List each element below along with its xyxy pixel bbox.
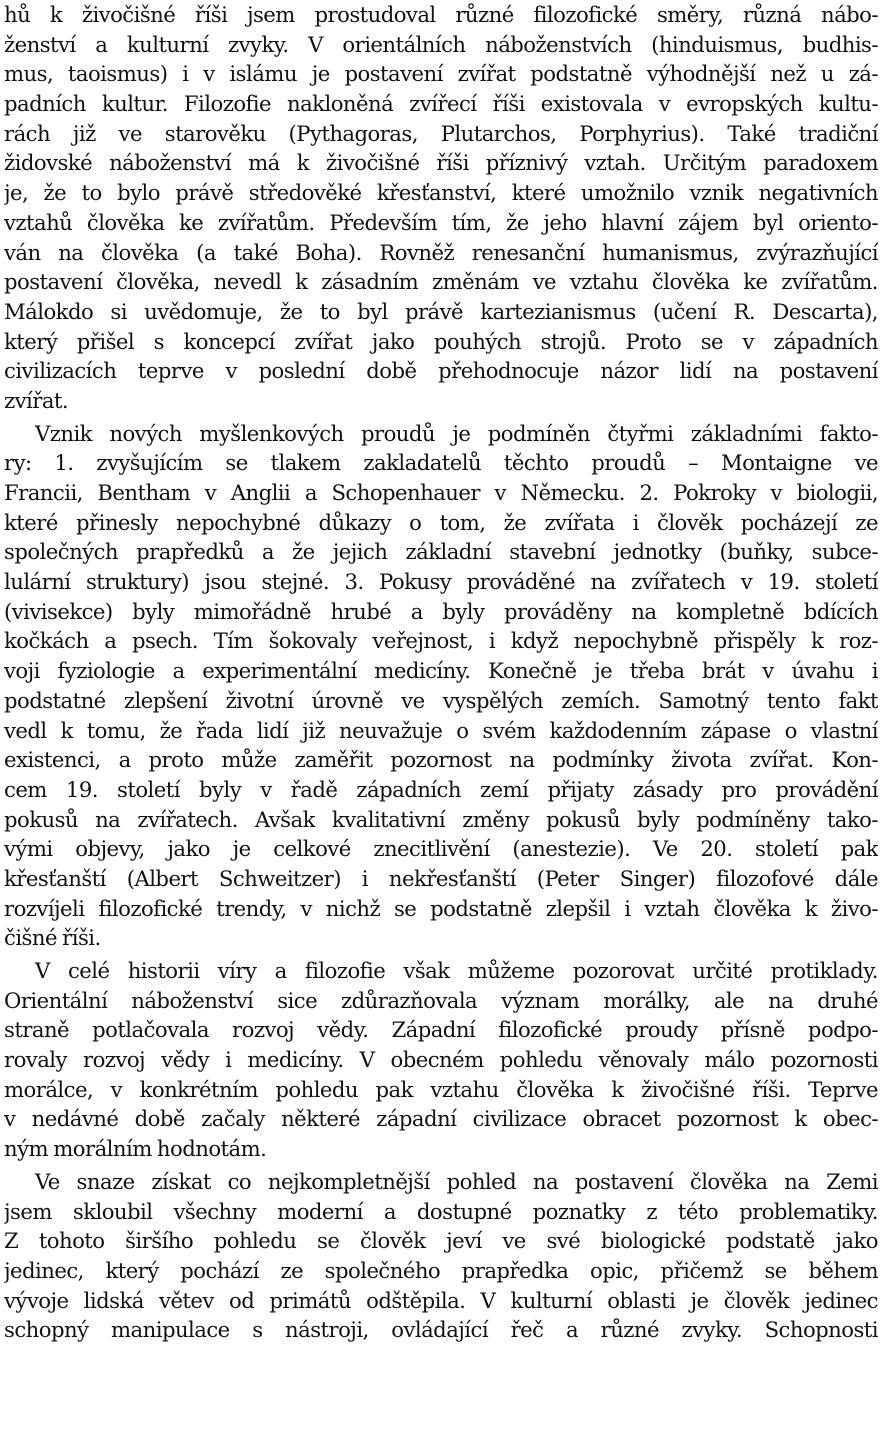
text-line: postavení člověka, nevedl k zásadním změnám ve vztahu člověka ke zvířatům. (4, 269, 878, 295)
text-line: straně potlačovala rozvoj vědy. Západní filozofické proudy přísně podpo- (4, 1017, 878, 1043)
text-line: Orientální náboženství sice zdůrazňovala význam morálky, ale na druhé (4, 987, 878, 1013)
text-line: podstatné zlepšení životní úrovně ve vyspělých zemích. Samotný tento fakt (4, 687, 878, 713)
text-line: vedl k tomu, že řada lidí již neuvažuje o svém každodenním zápase o vlastní (4, 717, 878, 743)
text-line: ženství a kulturní zvyky. V orientálních náboženstvích (hinduismus, budhis- (4, 31, 878, 57)
text-line: křesťanští (Albert Schweitzer) i nekřesťanští (Peter Singer) filozofové dále (4, 865, 878, 891)
text-line: vztahů člověka ke zvířatům. Především tím, že jeho hlavní zájem byl oriento- (4, 209, 878, 235)
text-line: společných prapředků a že jejich základní stavební jednotky (buňky, subce- (4, 539, 878, 565)
text-line: morálce, v konkrétním pohledu pak vztahu člověka k živočišné říši. Teprve (4, 1076, 878, 1102)
text-line: schopný manipulace s nástroji, ovládající řeč a různé zvyky. Schopnosti (4, 1317, 878, 1343)
text-line: jsem skloubil všechny moderní a dostupné poznatky z této problematiky. (4, 1198, 878, 1224)
text-line: Ve snaze získat co nejkompletnější pohled na postavení člověka na Zemi (35, 1168, 878, 1194)
text-line: který přišel s koncepcí zvířat jako pouhých strojů. Proto se v západních (4, 328, 878, 354)
text-line: zvířat. (4, 387, 69, 413)
text-line: Málokdo si uvědomuje, že to byl právě kartezianismus (učení R. Descarta), (4, 298, 878, 324)
text-line: pokusů na zvířatech. Avšak kvalitativní změny pokusů byly podmíněny tako- (4, 806, 878, 832)
paragraph-2 (4, 419, 878, 953)
text-line: civilizacích teprve v poslední době přehodnocuje názor lidí na postavení (4, 358, 878, 384)
text-line: kočkách a psech. Tím šokovaly veřejnost, i když nepochybně přispěly k roz- (4, 628, 878, 654)
text-line: existenci, a proto může zaměřit pozornost na podmínky života zvířat. Kon- (4, 747, 878, 773)
text-line: vývoje lidská větev od primátů odštěpila. V kulturní oblasti je člověk jedinec (4, 1287, 878, 1313)
paragraph-1 (4, 0, 878, 416)
text-line: Francii, Bentham v Anglii a Schopenhauer v Německu. 2. Pokroky v biologii, (4, 480, 878, 505)
text-line: (vivisekce) byly mimořádně hrubé a byly prováděny na kompletně bdících (4, 598, 878, 624)
paragraph-3 (4, 956, 878, 1164)
text-line: ry: 1. zvyšujícím se tlakem zakladatelů těchto proudů – Montaigne ve (4, 450, 878, 476)
text-line: hů k živočišné říši jsem prostudoval různé filozofické směry, různá nábo- (4, 2, 878, 27)
text-line: židovské náboženství má k živočišné říši příznivý vztah. Určitým paradoxem (4, 150, 878, 176)
text-line: ván na člověka (a také Boha). Rovněž renesanční humanismus, zvýrazňující (4, 239, 878, 265)
text-line: Z tohoto širšího pohledu se člověk jeví ve své biologické podstatě jako (4, 1228, 878, 1254)
text-line: cem 19. století byly v řadě západních zemí přijaty zásady pro provádění (4, 776, 878, 802)
document-page (4, 0, 878, 1434)
text-line: ným morálním hodnotám. (4, 1136, 267, 1162)
text-line: padních kultur. Filozofie nakloněná zvířecí říši existovala v evropských kultu- (4, 91, 878, 117)
text-line: Vznik nových myšlenkových proudů je podmíněn čtyřmi základními fakto- (35, 420, 878, 446)
text-line: vými objevy, jako je celkové znecitlivění (anestezie). Ve 20. století pak (4, 836, 878, 862)
text-line: je, že to bylo právě středověké křesťanství, které umožnilo vznik negativních (4, 180, 878, 206)
text-line: lulární struktury) jsou stejné. 3. Pokusy prováděné na zvířatech v 19. století (4, 569, 878, 595)
text-line: rách již ve starověku (Pythagoras, Plutarchos, Porphyrius). Také tradiční (4, 120, 878, 146)
text-line: V celé historii víry a filozofie však můžeme pozorovat určité protiklady. (35, 958, 878, 983)
text-line: mus, taoismus) i v islámu je postavení zvířat podstatně výhodnější než u zá- (4, 61, 878, 87)
paragraph-4 (4, 1167, 878, 1345)
text-line: jedinec, který pochází ze společného prapředka opic, přičemž se během (4, 1257, 878, 1283)
text-line: rozvíjeli filozofické trendy, v nichž se podstatně zlepšil i vztah člověka k živo- (4, 895, 878, 921)
text-line: v nedávné době začaly některé západní civilizace obracet pozornost k obec- (4, 1106, 878, 1132)
text-line: čišné říši. (4, 925, 101, 951)
text-line: rovaly rozvoj vědy i medicíny. V obecném pohledu věnovaly málo pozornosti (4, 1047, 878, 1073)
text-line: voji fyziologie a experimentální medicíny. Konečně je třeba brát v úvahu i (4, 658, 878, 684)
text-line: které přinesly nepochybné důkazy o tom, že zvířata i člověk pocházejí ze (4, 509, 878, 535)
